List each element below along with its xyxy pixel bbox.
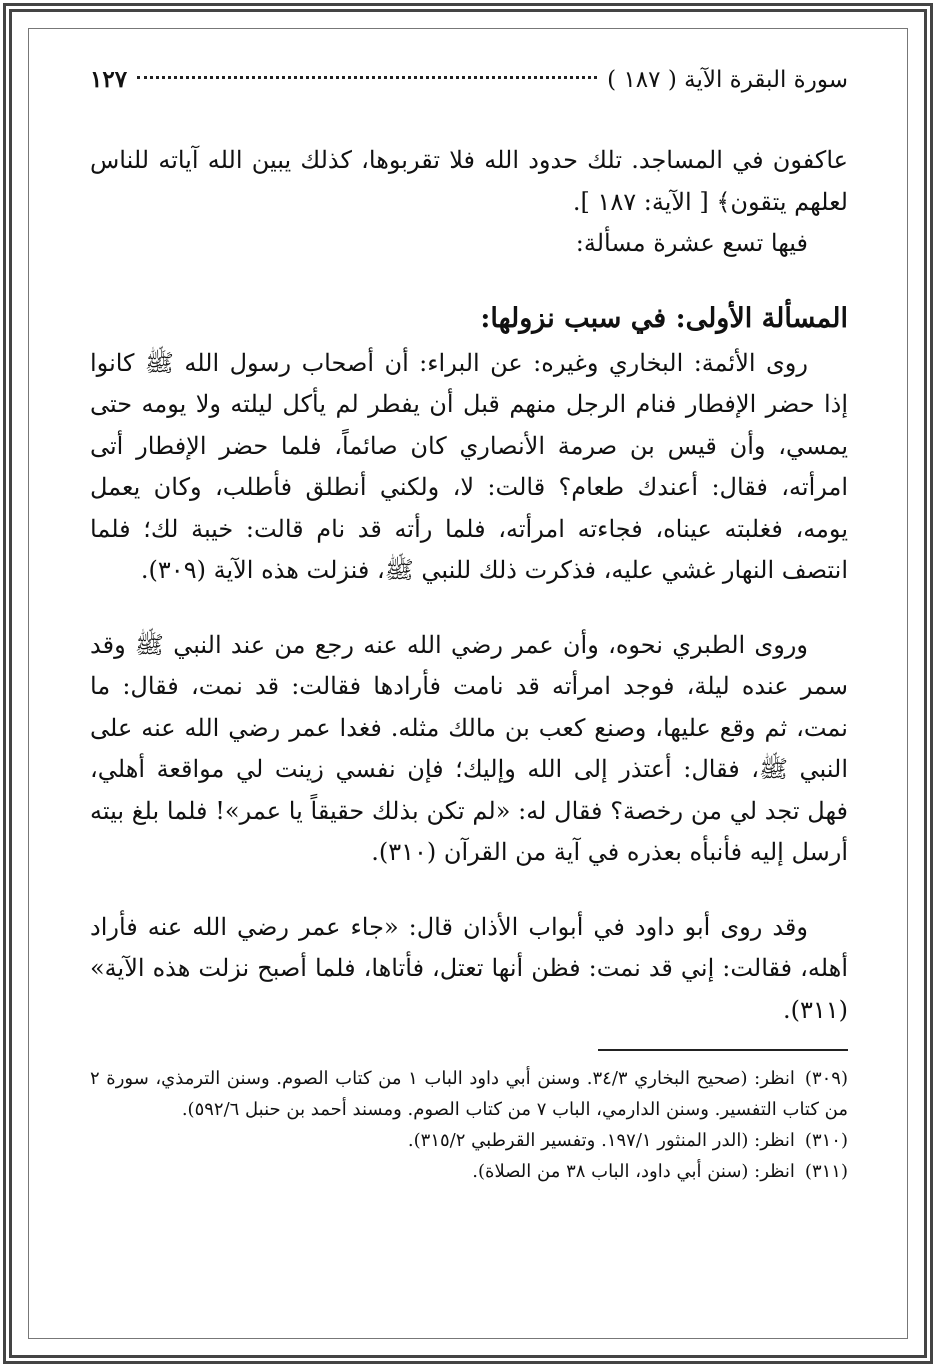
footnote-separator — [598, 1049, 848, 1051]
footnotes — [90, 1063, 848, 1187]
body-paragraph: روى الأئمة: البخاري وغيره: عن البراء: أن أصحاب رسول الله ﷺ كانوا إذا حضر الإفطار فنام الرجل منهم قبل أن يفطر لم يأكل ليلته ولا يومه حتى يمسي، وأن قيس بن صرمة الأنصاري كان صائماً، فلما حضر الإفطار أتى امرأته، فقال: أعندك طعام؟ قالت: لا، ولكني أنطلق فأطلب، وكان يعمل يومه، فغلبته عيناه، فجاءته امرأته، فلما رأته قد نام قالت: خيبة لك؛ فلما انتصف النهار غشي عليه، فذكرت ذلك للنبي ﷺ، فنزلت هذه الآية (٣٠٩). — [90, 348, 848, 584]
running-header — [90, 58, 848, 102]
book-page — [90, 58, 848, 1187]
intro-line: فيها تسع عشرة مسألة: — [575, 229, 808, 257]
footnote — [90, 1063, 848, 1125]
body-paragraph: وروى الطبري نحوه، وأن عمر رضي الله عنه رجع من عند النبي ﷺ وقد سمر عنده ليلة، فوجد امرأته قد نامت فأرادها فقالت: قد نمت، فقال: ما نمت، ثم وقع عليها، وصنع كعب بن مالك مثله. فغدا عمر رضي الله عنه على النبي ﷺ، فقال: أعتذر إلى الله وإليك؛ فإن نفسي زينت لي مواقعة أهلي، فهل تجد لي من رخصة؟ فقال له: «لم تكن بذلك حقيقاً يا عمر»! فلما بلغ بيته أرسل إليه فأنبأه بعذره في آية من القرآن (٣١٠). — [90, 630, 848, 866]
footnote-number: (٣٠٩) — [804, 1068, 848, 1089]
footnote-number: (٣١٠) — [804, 1130, 848, 1151]
section-heading: المسألة الأولى: في سبب نزولها: — [480, 302, 848, 334]
footnote-text: انظر: (صحيح البخاري ٣٤/٣. وسنن أبي داود الباب ١ من كتاب الصوم. وسنن الترمذي، سورة ٢ من كتاب التفسير. وسنن الدارمي، الباب ٧ من كتاب الصوم. ومسند أحمد بن حنبل ٥٩٢/٦). — [90, 1068, 848, 1120]
footnote-text: انظر: (الدر المنثور ١٩٧/١. وتفسير القرطبي ٣١٥/٢). — [407, 1130, 795, 1151]
verse-continuation: عاكفون في المساجد. تلك حدود الله فلا تقربوها، كذلك يبين الله آياته للناس لعلهم يتقون﴾ [ الآية: ١٨٧ ]. — [90, 146, 848, 216]
running-title: سورة البقرة الآية ( ١٨٧ ) — [607, 67, 848, 93]
footnote — [90, 1156, 848, 1187]
body-paragraph: وقد روى أبو داود في أبواب الأذان قال: «جاء عمر رضي الله عنه فأراد أهله، فقالت: إني قد نمت: فظن أنها تعتل، فأتاها، فلما أصبح نزلت هذه الآية» (٣١١). — [90, 912, 848, 1024]
leader-dots — [137, 76, 597, 79]
page-number: ١٢٧ — [90, 66, 128, 93]
footnote-number: (٣١١) — [804, 1161, 848, 1182]
footnote-text: انظر: (سنن أبي داود، الباب ٣٨ من الصلاة). — [472, 1161, 795, 1182]
footnote — [90, 1125, 848, 1156]
